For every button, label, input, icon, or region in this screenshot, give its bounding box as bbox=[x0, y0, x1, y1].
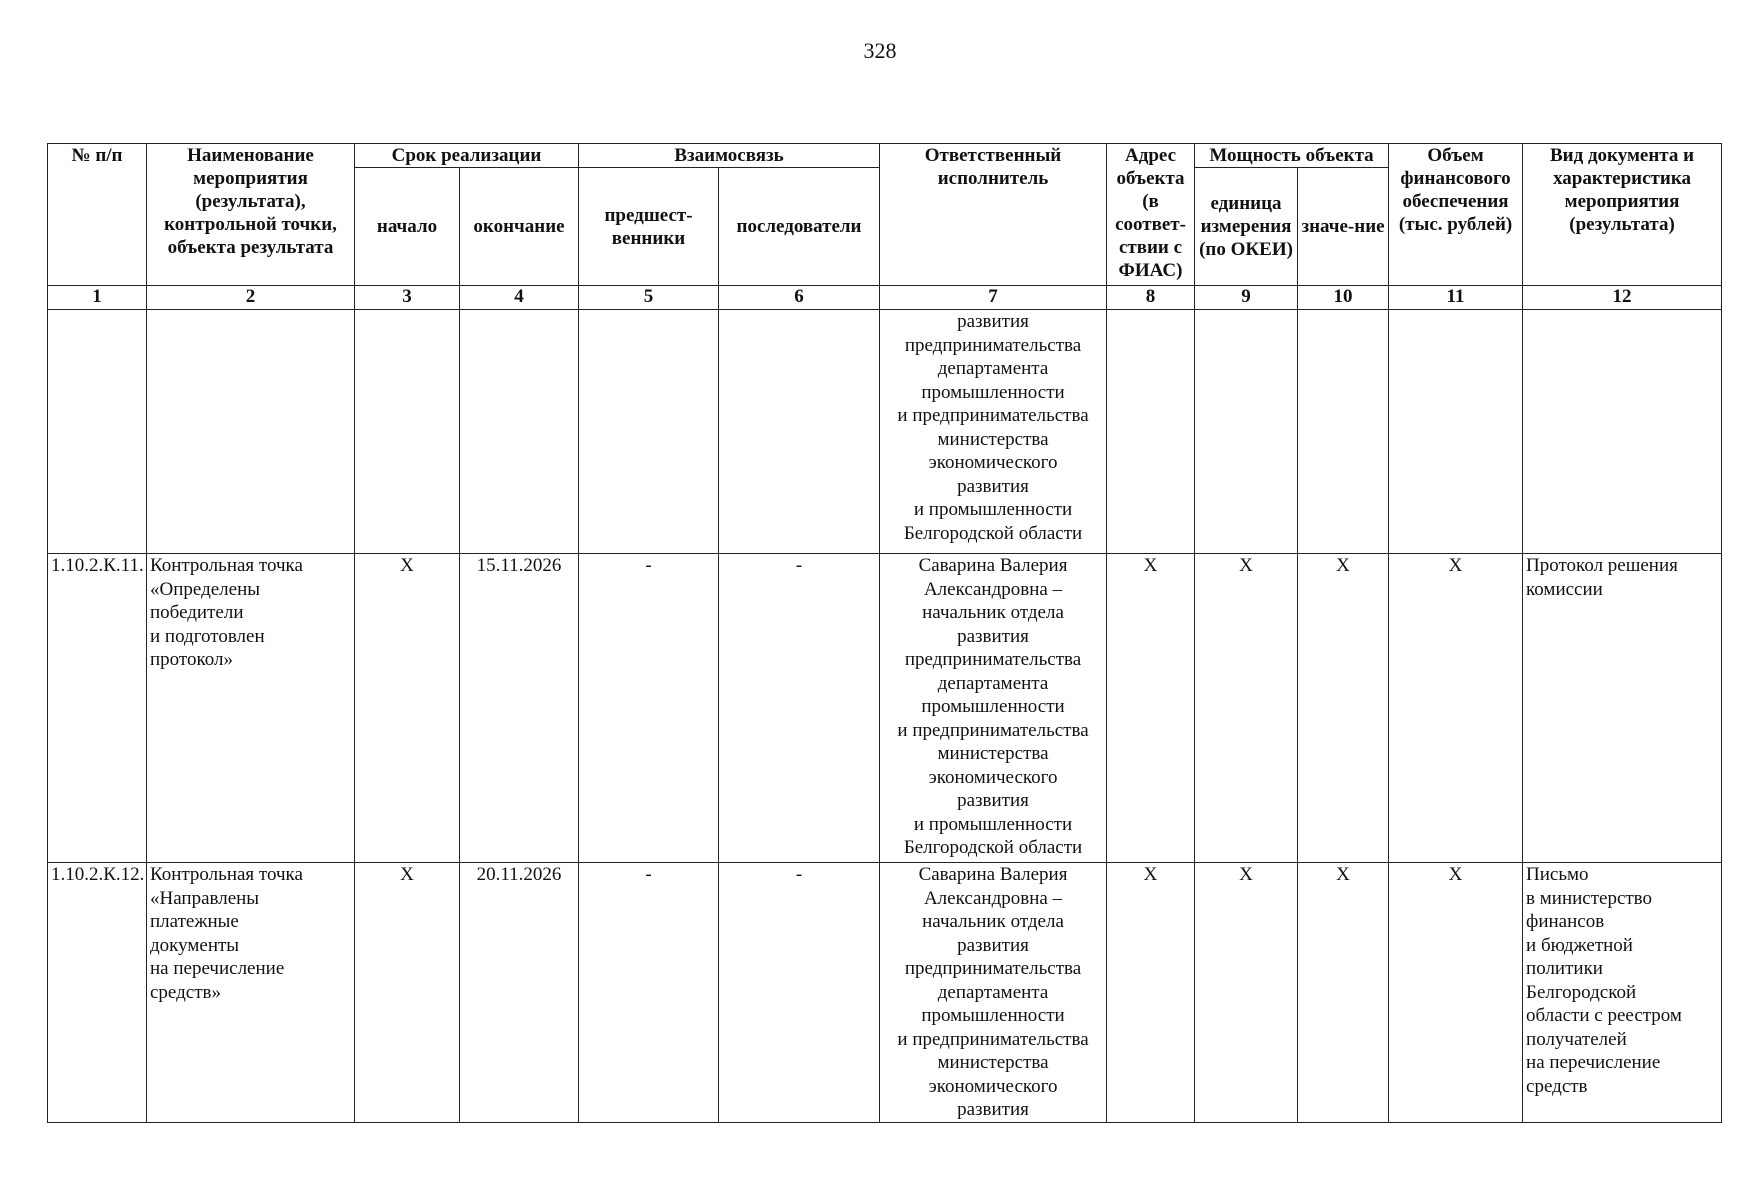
column-number: 10 bbox=[1298, 286, 1389, 310]
cell-unit bbox=[1195, 310, 1298, 554]
header-value: значе-ние bbox=[1298, 168, 1389, 286]
header-address: Адрес объекта (в соответ-ствии с ФИАС) bbox=[1107, 144, 1195, 286]
table-row bbox=[48, 863, 1722, 1123]
cell-predecessors bbox=[579, 310, 719, 554]
column-number: 2 bbox=[147, 286, 355, 310]
cell-start: Х bbox=[355, 554, 460, 863]
column-number: 5 bbox=[579, 286, 719, 310]
cell-doc-type bbox=[1523, 310, 1722, 554]
column-number: 11 bbox=[1389, 286, 1523, 310]
header-responsible: Ответственный исполнитель bbox=[880, 144, 1107, 286]
cell-end bbox=[460, 310, 579, 554]
header-name: Наименование мероприятия (результата), контрольной точки, объекта результата bbox=[147, 144, 355, 286]
page-number: 328 bbox=[863, 38, 897, 63]
cell-address: Х bbox=[1107, 863, 1195, 1123]
cell-responsible: Саварина Валерия Александровна – начальник отдела развития предпринимательства департамента промышленности и предпринимательства министерства экономического развития bbox=[880, 863, 1107, 1123]
cell-responsible: Саварина Валерия Александровна – начальник отдела развития предпринимательства департамента промышленности и предпринимательства министерства экономического развития и промышленности Белгородской области bbox=[880, 554, 1107, 863]
cell-value: Х bbox=[1298, 863, 1389, 1123]
cell-successors bbox=[719, 310, 880, 554]
cell-finance bbox=[1389, 310, 1523, 554]
cell-predecessors: - bbox=[579, 863, 719, 1123]
header-finance: Объем финансового обеспечения (тыс. рублей) bbox=[1389, 144, 1523, 286]
table-row bbox=[48, 310, 1722, 554]
table-row bbox=[48, 554, 1722, 863]
cell-successors: - bbox=[719, 863, 880, 1123]
header-successors: последователи bbox=[719, 168, 880, 286]
header-end: окончание bbox=[460, 168, 579, 286]
cell-doc-type: Протокол решения комиссии bbox=[1523, 554, 1722, 863]
cell-unit: Х bbox=[1195, 863, 1298, 1123]
cell-id: 1.10.2.К.12. bbox=[48, 863, 147, 1123]
header-doc-type: Вид документа и характеристика мероприятия (результата) bbox=[1523, 144, 1722, 286]
cell-finance: Х bbox=[1389, 554, 1523, 863]
cell-finance: Х bbox=[1389, 863, 1523, 1123]
header-unit: единица измерения (по ОКЕИ) bbox=[1195, 168, 1298, 286]
header-term-group: Срок реализации bbox=[355, 144, 579, 168]
column-number: 8 bbox=[1107, 286, 1195, 310]
cell-address: Х bbox=[1107, 554, 1195, 863]
column-number: 6 bbox=[719, 286, 880, 310]
cell-end: 15.11.2026 bbox=[460, 554, 579, 863]
cell-name: Контрольная точка «Определены победители и подготовлен протокол» bbox=[147, 554, 355, 863]
header-link-group: Взаимосвязь bbox=[579, 144, 880, 168]
cell-end: 20.11.2026 bbox=[460, 863, 579, 1123]
cell-responsible: развития предпринимательства департамента промышленности и предпринимательства министерства экономического развития и промышленности Белгородской области bbox=[880, 310, 1107, 554]
cell-value bbox=[1298, 310, 1389, 554]
header-predecessors: предшест-венники bbox=[579, 168, 719, 286]
header-start: начало bbox=[355, 168, 460, 286]
cell-name: Контрольная точка «Направлены платежные документы на перечисление средств» bbox=[147, 863, 355, 1123]
cell-address bbox=[1107, 310, 1195, 554]
cell-id bbox=[48, 310, 147, 554]
cell-doc-type: Письмо в министерство финансов и бюджетной политики Белгородской области с реестром получателей на перечисление средств bbox=[1523, 863, 1722, 1123]
column-number: 7 bbox=[880, 286, 1107, 310]
header-capacity-group: Мощность объекта bbox=[1195, 144, 1389, 168]
cell-value: Х bbox=[1298, 554, 1389, 863]
cell-name bbox=[147, 310, 355, 554]
column-number: 4 bbox=[460, 286, 579, 310]
header-num: № п/п bbox=[48, 144, 147, 286]
column-number: 9 bbox=[1195, 286, 1298, 310]
table-header bbox=[48, 144, 1722, 286]
cell-unit: Х bbox=[1195, 554, 1298, 863]
column-number-row bbox=[48, 286, 1722, 310]
cell-id: 1.10.2.К.11. bbox=[48, 554, 147, 863]
cell-start bbox=[355, 310, 460, 554]
table-body bbox=[48, 286, 1722, 1123]
cell-start: Х bbox=[355, 863, 460, 1123]
column-number: 3 bbox=[355, 286, 460, 310]
column-number: 1 bbox=[48, 286, 147, 310]
cell-predecessors: - bbox=[579, 554, 719, 863]
column-number: 12 bbox=[1523, 286, 1722, 310]
control-points-table bbox=[47, 143, 1722, 1123]
cell-successors: - bbox=[719, 554, 880, 863]
